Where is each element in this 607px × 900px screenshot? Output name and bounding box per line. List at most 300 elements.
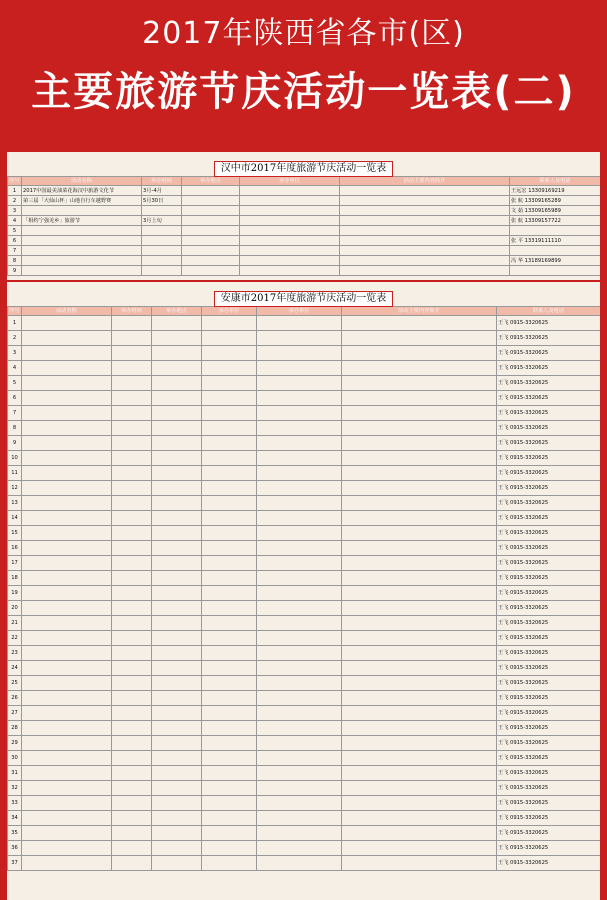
- hanzhong-column-header: 举办地点: [182, 177, 240, 186]
- table-cell: [152, 316, 202, 331]
- table-cell: [202, 856, 257, 871]
- table-cell: [112, 721, 152, 736]
- table-cell: [22, 331, 112, 346]
- table-cell: [142, 236, 182, 246]
- table-cell: [152, 661, 202, 676]
- table-cell: [202, 541, 257, 556]
- table-cell: [182, 256, 240, 266]
- table-cell: [342, 406, 497, 421]
- table-cell: [112, 331, 152, 346]
- ankang-table-row: [8, 331, 601, 346]
- ankang-table-row: [8, 406, 601, 421]
- row-number: 32: [8, 781, 22, 796]
- hanzhong-table-row: [8, 226, 601, 236]
- row-number: 10: [8, 451, 22, 466]
- table-cell: [112, 616, 152, 631]
- table-cell: [152, 826, 202, 841]
- table-cell: [142, 266, 182, 276]
- table-cell: [257, 511, 342, 526]
- table-cell: [202, 556, 257, 571]
- table-cell: [342, 571, 497, 586]
- table-cell: [22, 406, 112, 421]
- ankang-table-row: [8, 721, 601, 736]
- table-cell: [22, 556, 112, 571]
- table-cell: [142, 256, 182, 266]
- table-cell: [152, 541, 202, 556]
- row-number: 25: [8, 676, 22, 691]
- table-cell: [22, 496, 112, 511]
- table-cell: [22, 316, 112, 331]
- table-cell: 王飞 0915-3320625: [497, 751, 601, 766]
- table-cell: [257, 526, 342, 541]
- row-number: 7: [8, 246, 22, 256]
- ankang-table-row: [8, 391, 601, 406]
- table-cell: [342, 436, 497, 451]
- ankang-table-row: [8, 691, 601, 706]
- ankang-column-header: 联系人及电话: [497, 307, 601, 316]
- ankang-table-row: [8, 556, 601, 571]
- table-cell: 王飞 0915-3320625: [497, 316, 601, 331]
- table-cell: [22, 391, 112, 406]
- table-cell: [152, 406, 202, 421]
- row-number: 5: [8, 226, 22, 236]
- ankang-table-row: [8, 751, 601, 766]
- row-number: 29: [8, 736, 22, 751]
- table-cell: 王飞 0915-3320625: [497, 526, 601, 541]
- ankang-table-row: [8, 841, 601, 856]
- table-cell: [22, 511, 112, 526]
- table-cell: [182, 226, 240, 236]
- ankang-table-row: [8, 706, 601, 721]
- table-cell: 王飞 0915-3320625: [497, 631, 601, 646]
- ankang-table-row: [8, 376, 601, 391]
- table-cell: [152, 496, 202, 511]
- table-cell: 王远宏 13309169219: [510, 186, 601, 196]
- table-cell: [152, 481, 202, 496]
- table-cell: [257, 586, 342, 601]
- table-cell: [22, 751, 112, 766]
- table-cell: [22, 361, 112, 376]
- table-cell: [112, 481, 152, 496]
- row-number: 6: [8, 236, 22, 246]
- table-cell: [22, 266, 142, 276]
- table-cell: [22, 421, 112, 436]
- table-cell: [240, 186, 340, 196]
- table-cell: [152, 736, 202, 751]
- hanzhong-section-title: 汉中市2017年度旅游节庆活动一览表: [7, 156, 600, 174]
- hanzhong-column-header: 活动主要内容简介: [340, 177, 510, 186]
- table-cell: [112, 736, 152, 751]
- table-cell: [240, 246, 340, 256]
- table-cell: [342, 526, 497, 541]
- table-cell: [22, 736, 112, 751]
- table-cell: [202, 751, 257, 766]
- table-cell: [342, 781, 497, 796]
- table-cell: [342, 421, 497, 436]
- table-cell: [182, 206, 240, 216]
- table-cell: [152, 421, 202, 436]
- table-cell: 王飞 0915-3320625: [497, 766, 601, 781]
- table-cell: [22, 826, 112, 841]
- table-cell: [202, 661, 257, 676]
- table-cell: [22, 721, 112, 736]
- table-cell: [257, 766, 342, 781]
- table-cell: [22, 436, 112, 451]
- table-cell: [112, 706, 152, 721]
- table-cell: [257, 451, 342, 466]
- table-cell: [342, 841, 497, 856]
- table-cell: [112, 451, 152, 466]
- table-cell: [112, 676, 152, 691]
- table-cell: 文 茹 13309165989: [510, 206, 601, 216]
- row-number: 30: [8, 751, 22, 766]
- ankang-table-row: [8, 826, 601, 841]
- hanzhong-column-header: 举办时间: [142, 177, 182, 186]
- table-cell: [112, 436, 152, 451]
- table-cell: [257, 661, 342, 676]
- table-cell: [510, 246, 601, 256]
- ankang-table-row: [8, 796, 601, 811]
- table-cell: [22, 766, 112, 781]
- ankang-column-header: 承办单位: [257, 307, 342, 316]
- table-cell: 王飞 0915-3320625: [497, 511, 601, 526]
- row-number: 23: [8, 646, 22, 661]
- table-cell: [202, 736, 257, 751]
- table-cell: [112, 646, 152, 661]
- table-cell: [152, 571, 202, 586]
- table-cell: 王飞 0915-3320625: [497, 376, 601, 391]
- row-number: 28: [8, 721, 22, 736]
- table-cell: [22, 526, 112, 541]
- table-cell: [257, 721, 342, 736]
- table-cell: 王飞 0915-3320625: [497, 796, 601, 811]
- ankang-column-header: 承办单位: [202, 307, 257, 316]
- table-cell: [202, 451, 257, 466]
- table-cell: [112, 586, 152, 601]
- ankang-column-header: 活动主要内容简介: [342, 307, 497, 316]
- table-cell: [342, 376, 497, 391]
- table-cell: [112, 541, 152, 556]
- title-banner: [0, 0, 607, 152]
- table-cell: [182, 196, 240, 206]
- table-cell: 王飞 0915-3320625: [497, 391, 601, 406]
- table-cell: [182, 266, 240, 276]
- row-number: 27: [8, 706, 22, 721]
- table-cell: [257, 346, 342, 361]
- ankang-table-row: [8, 856, 601, 871]
- table-cell: 王飞 0915-3320625: [497, 781, 601, 796]
- table-cell: 王飞 0915-3320625: [497, 451, 601, 466]
- table-cell: [112, 466, 152, 481]
- row-number: 3: [8, 346, 22, 361]
- table-cell: [152, 706, 202, 721]
- table-cell: [257, 631, 342, 646]
- table-cell: [257, 391, 342, 406]
- table-cell: [340, 246, 510, 256]
- row-number: 37: [8, 856, 22, 871]
- table-cell: 王飞 0915-3320625: [497, 346, 601, 361]
- table-cell: [152, 856, 202, 871]
- row-number: 4: [8, 216, 22, 226]
- table-cell: [342, 361, 497, 376]
- table-cell: [202, 706, 257, 721]
- table-cell: [22, 346, 112, 361]
- row-number: 1: [8, 316, 22, 331]
- table-cell: [257, 436, 342, 451]
- table-cell: [152, 721, 202, 736]
- table-cell: [152, 361, 202, 376]
- table-cell: [152, 676, 202, 691]
- table-cell: [342, 586, 497, 601]
- table-cell: [152, 691, 202, 706]
- ankang-table-row: [8, 346, 601, 361]
- table-cell: [257, 571, 342, 586]
- table-cell: 3月-4月: [142, 186, 182, 196]
- table-cell: [257, 616, 342, 631]
- table-cell: [240, 206, 340, 216]
- ankang-section-title: 安康市2017年度旅游节庆活动一览表: [7, 286, 600, 304]
- table-cell: [112, 766, 152, 781]
- table-cell: [240, 216, 340, 226]
- table-cell: 5月30日: [142, 196, 182, 206]
- ankang-table-row: [8, 571, 601, 586]
- table-cell: [22, 206, 142, 216]
- table-cell: [342, 796, 497, 811]
- table-cell: [257, 811, 342, 826]
- table-cell: [152, 586, 202, 601]
- ankang-table: [7, 306, 600, 871]
- table-cell: 王飞 0915-3320625: [497, 331, 601, 346]
- table-cell: [202, 466, 257, 481]
- table-cell: [202, 496, 257, 511]
- table-cell: [182, 186, 240, 196]
- table-cell: [112, 556, 152, 571]
- table-cell: [202, 646, 257, 661]
- table-cell: 王飞 0915-3320625: [497, 841, 601, 856]
- table-cell: [202, 766, 257, 781]
- table-cell: 第三届「大仙山杯」山地自行车越野赛: [22, 196, 142, 206]
- table-cell: [257, 361, 342, 376]
- table-cell: [112, 376, 152, 391]
- row-number: 20: [8, 601, 22, 616]
- table-cell: 王飞 0915-3320625: [497, 676, 601, 691]
- ankang-table-row: [8, 421, 601, 436]
- ankang-table-row: [8, 781, 601, 796]
- ankang-column-header: 活动名称: [22, 307, 112, 316]
- table-cell: 王飞 0915-3320625: [497, 481, 601, 496]
- table-cell: [182, 246, 240, 256]
- hanzhong-column-header: 承办单位: [240, 177, 340, 186]
- table-cell: [22, 466, 112, 481]
- row-number: 22: [8, 631, 22, 646]
- table-cell: [257, 556, 342, 571]
- table-cell: [202, 391, 257, 406]
- table-cell: 「相约宁强羌乡」旅游节: [22, 216, 142, 226]
- table-cell: [152, 751, 202, 766]
- table-cell: [202, 481, 257, 496]
- table-cell: [240, 226, 340, 236]
- table-cell: [202, 721, 257, 736]
- hanzhong-table-row: [8, 206, 601, 216]
- section-divider: [7, 280, 600, 282]
- row-number: 3: [8, 206, 22, 216]
- table-cell: 王飞 0915-3320625: [497, 646, 601, 661]
- row-number: 34: [8, 811, 22, 826]
- table-cell: 王飞 0915-3320625: [497, 496, 601, 511]
- row-number: 4: [8, 361, 22, 376]
- table-cell: [112, 601, 152, 616]
- row-number: 36: [8, 841, 22, 856]
- table-cell: [257, 646, 342, 661]
- table-cell: 王飞 0915-3320625: [497, 721, 601, 736]
- row-number: 31: [8, 766, 22, 781]
- row-number: 8: [8, 421, 22, 436]
- row-number: 33: [8, 796, 22, 811]
- table-cell: [22, 451, 112, 466]
- ankang-table-row: [8, 586, 601, 601]
- hanzhong-table-row: [8, 186, 601, 196]
- table-cell: [112, 796, 152, 811]
- table-cell: 王飞 0915-3320625: [497, 736, 601, 751]
- table-cell: [202, 406, 257, 421]
- table-cell: 王飞 0915-3320625: [497, 691, 601, 706]
- table-cell: [202, 436, 257, 451]
- table-cell: 张 航 13309165289: [510, 196, 601, 206]
- table-cell: [257, 676, 342, 691]
- row-number: 9: [8, 266, 22, 276]
- table-cell: [22, 226, 142, 236]
- table-cell: [257, 781, 342, 796]
- row-number: 18: [8, 571, 22, 586]
- table-cell: 王飞 0915-3320625: [497, 616, 601, 631]
- table-cell: [342, 826, 497, 841]
- table-cell: 王飞 0915-3320625: [497, 661, 601, 676]
- hanzhong-table-row: [8, 196, 601, 206]
- table-cell: [152, 436, 202, 451]
- ankang-table-row: [8, 526, 601, 541]
- hanzhong-column-header: 活动名称: [22, 177, 142, 186]
- table-cell: [342, 481, 497, 496]
- hanzhong-table-row: [8, 246, 601, 256]
- table-cell: [112, 391, 152, 406]
- table-cell: [202, 781, 257, 796]
- row-number: 5: [8, 376, 22, 391]
- table-cell: [152, 601, 202, 616]
- table-cell: [240, 256, 340, 266]
- table-cell: [342, 811, 497, 826]
- table-cell: [342, 661, 497, 676]
- ankang-table-row: [8, 316, 601, 331]
- ankang-table-row: [8, 646, 601, 661]
- table-cell: [342, 751, 497, 766]
- table-cell: 王飞 0915-3320625: [497, 706, 601, 721]
- table-cell: [152, 766, 202, 781]
- table-cell: [340, 256, 510, 266]
- table-cell: [340, 226, 510, 236]
- table-cell: [152, 511, 202, 526]
- table-cell: [152, 466, 202, 481]
- table-cell: [202, 631, 257, 646]
- row-number: 11: [8, 466, 22, 481]
- row-number: 9: [8, 436, 22, 451]
- table-cell: [112, 631, 152, 646]
- table-cell: [342, 346, 497, 361]
- table-cell: [342, 496, 497, 511]
- table-cell: [152, 376, 202, 391]
- ankang-table-row: [8, 436, 601, 451]
- table-cell: [342, 466, 497, 481]
- table-cell: 张 航 13309157722: [510, 216, 601, 226]
- table-cell: [112, 511, 152, 526]
- table-cell: [257, 541, 342, 556]
- hanzhong-table-row: [8, 236, 601, 246]
- row-number: 2: [8, 196, 22, 206]
- table-cell: [257, 796, 342, 811]
- table-cell: [202, 526, 257, 541]
- table-cell: [240, 236, 340, 246]
- ankang-table-row: [8, 466, 601, 481]
- table-cell: [202, 811, 257, 826]
- table-cell: 3月上旬: [142, 216, 182, 226]
- table-cell: [22, 571, 112, 586]
- table-cell: [202, 571, 257, 586]
- row-number: 16: [8, 541, 22, 556]
- hanzhong-column-header: 序号: [9, 178, 20, 184]
- table-cell: [257, 331, 342, 346]
- table-cell: [152, 526, 202, 541]
- table-cell: [340, 186, 510, 196]
- table-cell: [22, 246, 142, 256]
- table-cell: [342, 856, 497, 871]
- table-cell: [22, 796, 112, 811]
- table-cell: [342, 646, 497, 661]
- row-number: 35: [8, 826, 22, 841]
- table-cell: [112, 751, 152, 766]
- ankang-column-header: 序号: [9, 308, 20, 314]
- table-cell: [257, 421, 342, 436]
- table-cell: [152, 631, 202, 646]
- table-cell: [342, 541, 497, 556]
- row-number: 21: [8, 616, 22, 631]
- table-cell: [152, 781, 202, 796]
- table-cell: [202, 511, 257, 526]
- table-cell: [112, 841, 152, 856]
- table-cell: [202, 826, 257, 841]
- table-cell: [152, 616, 202, 631]
- ankang-table-row: [8, 616, 601, 631]
- table-cell: [202, 601, 257, 616]
- table-cell: [202, 346, 257, 361]
- table-cell: [112, 361, 152, 376]
- table-cell: 王飞 0915-3320625: [497, 421, 601, 436]
- ankang-table-row: [8, 736, 601, 751]
- table-cell: [510, 266, 601, 276]
- table-cell: [152, 646, 202, 661]
- table-cell: [342, 556, 497, 571]
- table-cell: [342, 691, 497, 706]
- table-cell: [142, 226, 182, 236]
- table-cell: [152, 811, 202, 826]
- table-cell: [257, 601, 342, 616]
- table-cell: [112, 781, 152, 796]
- table-cell: [340, 266, 510, 276]
- table-cell: [257, 736, 342, 751]
- table-cell: [202, 361, 257, 376]
- table-cell: [257, 376, 342, 391]
- row-number: 1: [8, 186, 22, 196]
- table-cell: [142, 246, 182, 256]
- table-cell: [257, 496, 342, 511]
